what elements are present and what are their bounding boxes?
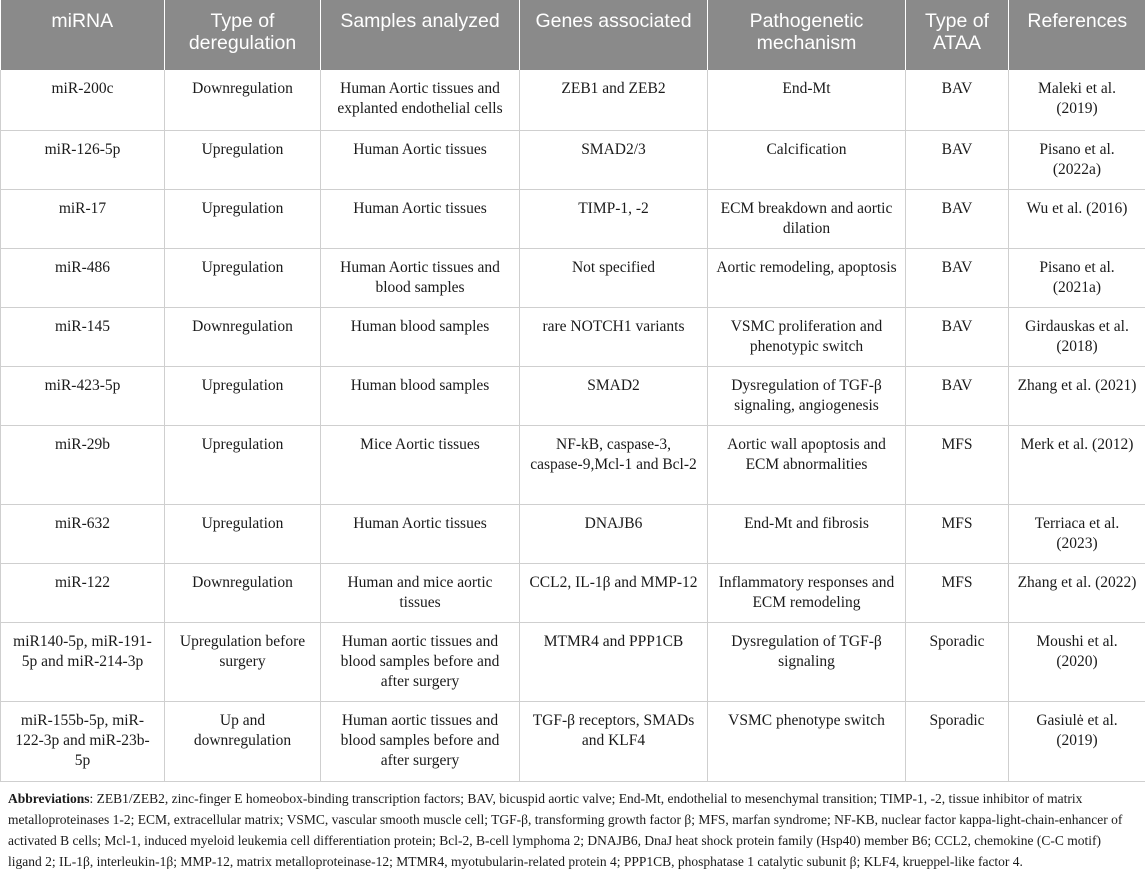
cell-reference: Girdauskas et al. (2018): [1009, 307, 1145, 366]
cell-deregulation: Upregulation: [165, 189, 321, 248]
cell-deregulation: Up and downregulation: [165, 701, 321, 781]
cell-deregulation: Downregulation: [165, 307, 321, 366]
cell-deregulation: Upregulation: [165, 366, 321, 425]
column-header: Pathogenetic mechanism: [708, 0, 906, 70]
abbreviations-label: Abbreviations: [8, 791, 90, 806]
cell-mirna: miR-155b-5p, miR-122-3p and miR-23b-5p: [1, 701, 165, 781]
cell-reference: Wu et al. (2016): [1009, 189, 1145, 248]
table-row: [1, 70, 1145, 130]
cell-reference: Zhang et al. (2021): [1009, 366, 1145, 425]
cell-samples: Human Aortic tissues: [321, 189, 520, 248]
cell-mechanism: Aortic remodeling, apoptosis: [708, 248, 906, 307]
cell-reference: Zhang et al. (2022): [1009, 563, 1145, 622]
cell-deregulation: Upregulation before surgery: [165, 622, 321, 701]
cell-mirna: miR-486: [1, 248, 165, 307]
cell-ataa-type: Sporadic: [906, 701, 1009, 781]
column-header: Type of deregulation: [165, 0, 321, 70]
column-header: Samples analyzed: [321, 0, 520, 70]
cell-reference: Terriaca et al. (2023): [1009, 504, 1145, 563]
cell-ataa-type: Sporadic: [906, 622, 1009, 701]
table-row: [1, 189, 1145, 248]
cell-ataa-type: BAV: [906, 70, 1009, 130]
cell-mirna: miR-122: [1, 563, 165, 622]
cell-mechanism: Aortic wall apoptosis and ECM abnormalities: [708, 425, 906, 504]
cell-reference: Merk et al. (2012): [1009, 425, 1145, 504]
cell-mechanism: VSMC phenotype switch: [708, 701, 906, 781]
cell-deregulation: Downregulation: [165, 563, 321, 622]
cell-genes: TGF-β receptors, SMADs and KLF4: [520, 701, 708, 781]
cell-genes: NF-kB, caspase-3, caspase-9,Mcl-1 and Bcl-2: [520, 425, 708, 504]
cell-mirna: miR-200c: [1, 70, 165, 130]
table-header-row: [1, 0, 1145, 70]
table-row: [1, 248, 1145, 307]
cell-mechanism: Inflammatory responses and ECM remodeling: [708, 563, 906, 622]
cell-samples: Human aortic tissues and blood samples before and after surgery: [321, 622, 520, 701]
cell-mechanism: Dysregulation of TGF-β signaling, angiogenesis: [708, 366, 906, 425]
column-header: Type of ATAA: [906, 0, 1009, 70]
cell-genes: ZEB1 and ZEB2: [520, 70, 708, 130]
cell-mechanism: Dysregulation of TGF-β signaling: [708, 622, 906, 701]
cell-mirna: miR-423-5p: [1, 366, 165, 425]
cell-ataa-type: BAV: [906, 130, 1009, 189]
cell-samples: Human blood samples: [321, 366, 520, 425]
cell-samples: Human Aortic tissues and explanted endothelial cells: [321, 70, 520, 130]
cell-genes: rare NOTCH1 variants: [520, 307, 708, 366]
cell-reference: Gasiulė et al. (2019): [1009, 701, 1145, 781]
table-row: [1, 366, 1145, 425]
cell-ataa-type: MFS: [906, 425, 1009, 504]
cell-mechanism: ECM breakdown and aortic dilation: [708, 189, 906, 248]
table-row: [1, 425, 1145, 504]
cell-deregulation: Upregulation: [165, 248, 321, 307]
cell-mirna: miR-145: [1, 307, 165, 366]
cell-samples: Human aortic tissues and blood samples before and after surgery: [321, 701, 520, 781]
cell-mirna: miR-632: [1, 504, 165, 563]
cell-ataa-type: BAV: [906, 248, 1009, 307]
cell-samples: Human and mice aortic tissues: [321, 563, 520, 622]
abbreviations-text: : ZEB1/ZEB2, zinc-finger E homeobox-binding transcription factors; BAV, bicuspid aortic valve; End-Mt, endothelial to mesenchymal transition; TIMP-1, -2, tissue inhibitor of matrix metalloproteinases 1-2; ECM, extracellular matrix; VSMC, vascular smooth muscle cell; TGF-β, transforming growth factor β; MFS, marfan syndrome; NF-KB, nuclear factor kappa-light-chain-enhancer of activated B cells; Mcl-1, induced myeloid leukemia cell differentiation protein; Bcl-2, B-cell lymphoma 2; DNAJB6, DnaJ heat shock protein family (Hsp40) member B6; CCL2, chemokine (C-C motif) ligand 2; IL-1β, interleukin-1β; MMP-12, matrix metalloproteinase-12; MTMR4, myotubularin-related protein 4; PPP1CB, phosphatase 1 catalytic subunit β; KLF4, krueppel-like factor 4.: [8, 791, 1123, 869]
table-row: [1, 563, 1145, 622]
cell-mirna: miR-126-5p: [1, 130, 165, 189]
cell-mechanism: Calcification: [708, 130, 906, 189]
cell-genes: CCL2, IL-1β and MMP-12: [520, 563, 708, 622]
cell-samples: Human blood samples: [321, 307, 520, 366]
cell-ataa-type: BAV: [906, 307, 1009, 366]
cell-ataa-type: MFS: [906, 504, 1009, 563]
table-row: [1, 622, 1145, 701]
cell-samples: Human Aortic tissues and blood samples: [321, 248, 520, 307]
table-row: [1, 701, 1145, 781]
cell-deregulation: Upregulation: [165, 130, 321, 189]
table-row: [1, 307, 1145, 366]
cell-genes: Not specified: [520, 248, 708, 307]
column-header: References: [1009, 0, 1145, 70]
cell-samples: Human Aortic tissues: [321, 130, 520, 189]
cell-genes: MTMR4 and PPP1CB: [520, 622, 708, 701]
cell-mirna: miR140-5p, miR-191-5p and miR-214-3p: [1, 622, 165, 701]
cell-ataa-type: BAV: [906, 189, 1009, 248]
cell-reference: Maleki et al. (2019): [1009, 70, 1145, 130]
column-header: miRNA: [1, 0, 165, 70]
cell-reference: Pisano et al. (2022a): [1009, 130, 1145, 189]
cell-genes: TIMP-1, -2: [520, 189, 708, 248]
cell-mirna: miR-29b: [1, 425, 165, 504]
cell-samples: Mice Aortic tissues: [321, 425, 520, 504]
abbreviations-footnote: [8, 788, 1138, 872]
cell-samples: Human Aortic tissues: [321, 504, 520, 563]
table-row: [1, 504, 1145, 563]
cell-ataa-type: MFS: [906, 563, 1009, 622]
cell-genes: SMAD2: [520, 366, 708, 425]
cell-deregulation: Upregulation: [165, 504, 321, 563]
cell-ataa-type: BAV: [906, 366, 1009, 425]
cell-mechanism: End-Mt: [708, 70, 906, 130]
cell-reference: Moushi et al. (2020): [1009, 622, 1145, 701]
cell-deregulation: Downregulation: [165, 70, 321, 130]
cell-mechanism: End-Mt and fibrosis: [708, 504, 906, 563]
cell-mechanism: VSMC proliferation and phenotypic switch: [708, 307, 906, 366]
cell-genes: DNAJB6: [520, 504, 708, 563]
column-header: Genes associated: [520, 0, 708, 70]
cell-mirna: miR-17: [1, 189, 165, 248]
cell-genes: SMAD2/3: [520, 130, 708, 189]
cell-deregulation: Upregulation: [165, 425, 321, 504]
cell-reference: Pisano et al. (2021a): [1009, 248, 1145, 307]
table-row: [1, 130, 1145, 189]
